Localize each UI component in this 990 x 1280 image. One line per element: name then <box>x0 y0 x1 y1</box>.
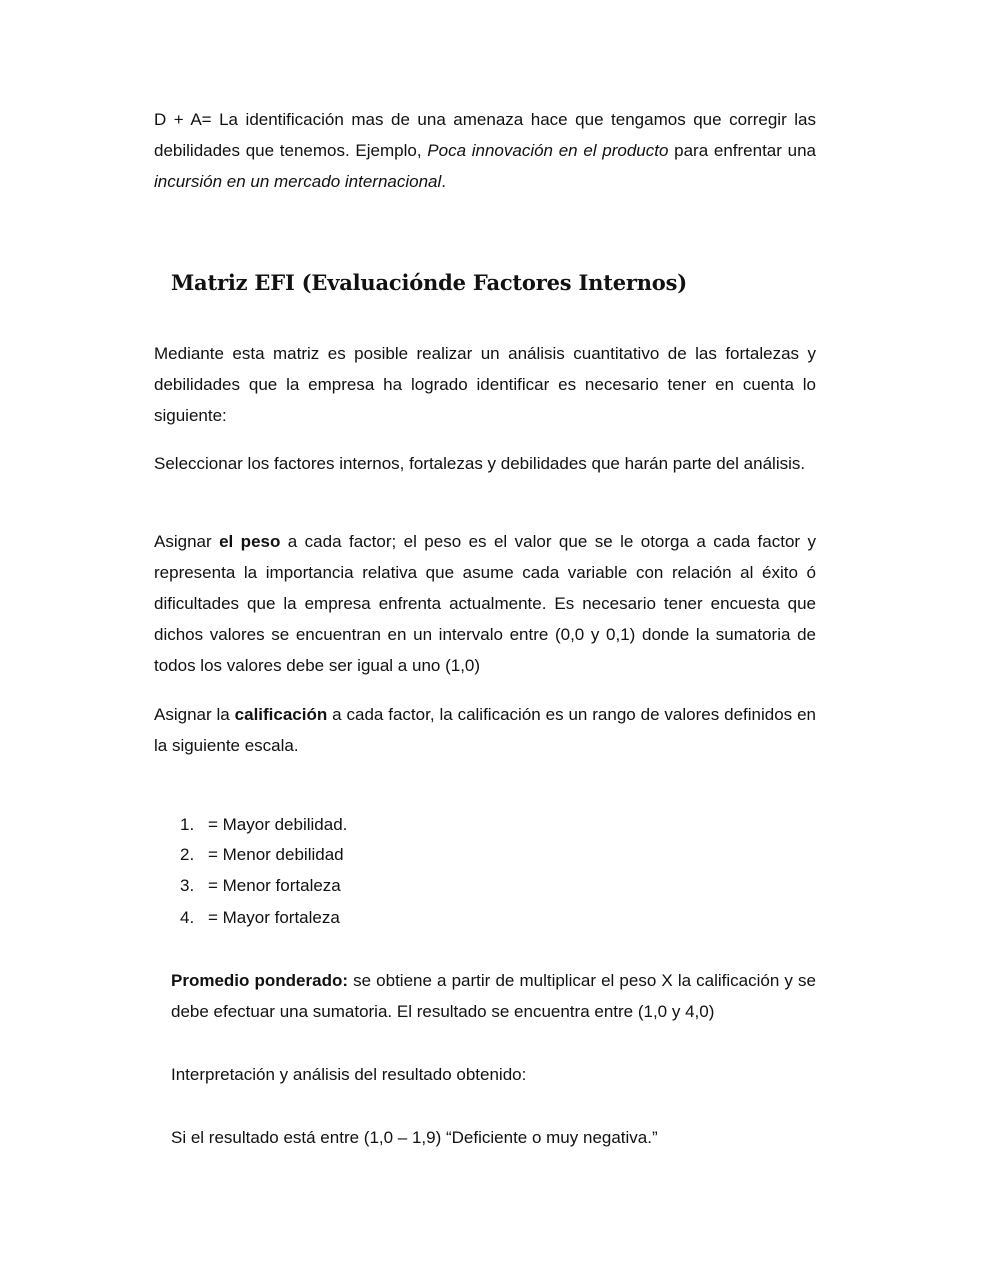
weight-body: a cada factor; el peso es el valor que se le otorga a cada factor y representa la importancia relativa que asume cada variable con relación al éxito ó dificultades que la empresa enfrenta actualmente. Es necesario tener encuesta que dichos valores se encuentran en un intervalo entre (0,0 y 0,1) donde la sumatoria de todos los valores debe ser igual a uno (1,0) <box>154 532 816 675</box>
interpretation-line: Interpretación y análisis del resultado obtenido: <box>171 1065 527 1084</box>
list-text: = Mayor debilidad. <box>208 815 348 834</box>
list-number: 1. <box>180 815 195 834</box>
rating-body: a cada factor, la calificación es un rango de valores definidos en la siguiente escala. <box>154 705 816 755</box>
list-number: 4. <box>180 908 195 927</box>
rating-paragraph <box>154 699 816 761</box>
weighted-average-body: se obtiene a partir de multiplicar el peso X la calificación y se debe efectuar una sumatoria. El resultado se encuentra entre (1,0 y 4,0) <box>171 971 816 1021</box>
da-middle-text: para enfrentar una <box>668 141 816 160</box>
list-number: 3. <box>180 876 195 895</box>
section-heading: Matriz EFI (Evaluaciónde Factores Internos) <box>171 270 687 295</box>
list-number: 2. <box>180 845 195 864</box>
list-item <box>180 809 347 840</box>
weighted-average-paragraph <box>171 965 816 1027</box>
list-item <box>180 839 344 870</box>
da-example-italic: Poca innovación en el producto <box>427 141 669 160</box>
select-factors-paragraph: Seleccionar los factores internos, fortalezas y debilidades que harán parte del análisis. <box>154 454 806 473</box>
da-lead-text: D + A= La identificación mas de una amenaza hace que tengamos que corregir las debilidades que tenemos. Ejemplo, <box>154 110 816 160</box>
da-end-text: . <box>441 172 447 191</box>
list-item <box>180 870 341 901</box>
list-text: = Menor debilidad <box>208 845 344 864</box>
weighted-average-bold: Promedio ponderado: <box>171 971 348 990</box>
list-text: = Mayor fortaleza <box>208 908 340 927</box>
da-context-italic: incursión en un mercado internacional <box>154 172 442 191</box>
intro-paragraph: Mediante esta matriz es posible realizar un análisis cuantitativo de las fortalezas y debilidades que la empresa ha logrado identificar es necesario tener en cuenta lo siguiente: <box>154 344 816 425</box>
rating-bold: calificación <box>234 705 328 724</box>
weight-lead: Asignar <box>154 532 220 551</box>
list-text: = Menor fortaleza <box>208 876 341 895</box>
weight-bold: el peso <box>219 532 281 551</box>
result-line: Si el resultado está entre (1,0 – 1,9) “Deficiente o muy negativa.” <box>171 1128 658 1147</box>
weight-paragraph <box>154 526 816 681</box>
list-item <box>180 902 340 933</box>
da-paragraph <box>154 104 816 197</box>
rating-lead: Asignar la <box>154 705 235 724</box>
